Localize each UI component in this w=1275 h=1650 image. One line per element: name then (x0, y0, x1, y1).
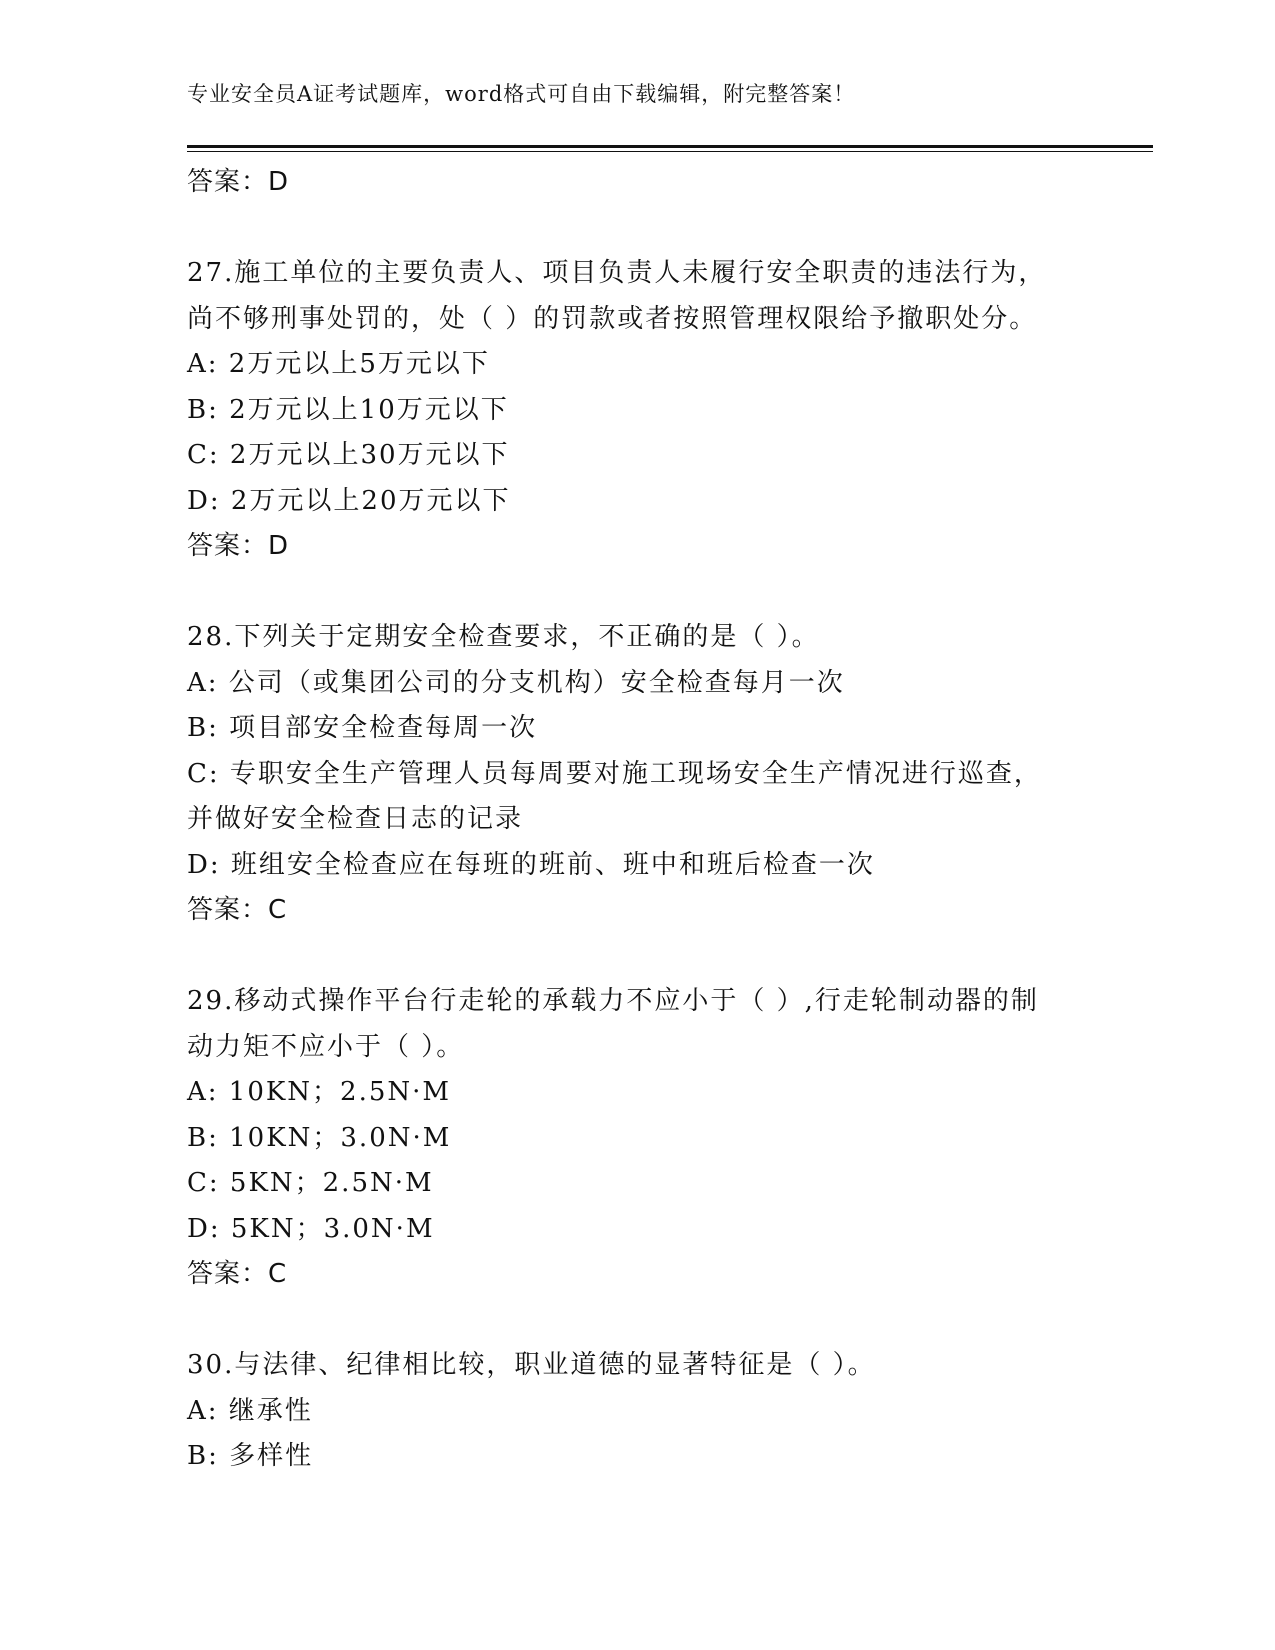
answer-line: 答案：C (187, 895, 288, 925)
option-d: D: 2万元以上20万元以下 (187, 485, 511, 516)
option-b: B: 10KN；3.0N·M (187, 1122, 452, 1153)
option-b: B: 2万元以上10万元以下 (187, 394, 509, 425)
answer-line: 答案：C (187, 1259, 288, 1289)
question-stem-line: 29.移动式操作平台行走轮的承载力不应小于（ ）,行走轮制动器的制 (187, 986, 1039, 1016)
option-a: A: 继承性 (187, 1395, 313, 1426)
spacer (187, 206, 1117, 252)
option-b: B: 多样性 (187, 1441, 314, 1471)
header-rule-thin (187, 151, 1153, 152)
option-b: B: 项目部安全检查每周一次 (187, 713, 538, 743)
option-c-continued: 并做好安全检查日志的记录 (187, 804, 524, 834)
option-a: A: 公司（或集团公司的分支机构）安全检查每月一次 (187, 667, 845, 698)
option-a: A: 2万元以上5万元以下 (187, 349, 490, 379)
question-stem-line: 30.与法律、纪律相比较，职业道德的显著特征是（ ）。 (187, 1350, 876, 1380)
header-rule-thick (187, 145, 1153, 148)
answer-line: 答案：D (187, 167, 290, 197)
answer-line: 答案：D (187, 531, 290, 561)
question-29 (187, 979, 1117, 1298)
question-stem-line: 动力矩不应小于（ ）。 (187, 1031, 465, 1062)
question-stem-line: 27.施工单位的主要负责人、项目负责人未履行安全职责的违法行为， (187, 258, 1047, 288)
option-d: D: 5KN；3.0N·M (187, 1213, 435, 1244)
question-list (187, 160, 1117, 1480)
question-30 (187, 1343, 1117, 1480)
spacer (187, 934, 1117, 980)
option-c: C: 专职安全生产管理人员每周要对施工现场安全生产情况进行巡查， (187, 758, 1042, 789)
option-a: A: 10KN；2.5N·M (187, 1077, 452, 1107)
option-c: C: 5KN；2.5N·M (187, 1168, 434, 1198)
option-c: C: 2万元以上30万元以下 (187, 440, 510, 470)
question-28 (187, 615, 1117, 934)
spacer (187, 570, 1117, 616)
option-d: D: 班组安全检查应在每班的班前、班中和班后检查一次 (187, 849, 875, 880)
spacer (187, 1298, 1117, 1344)
question-27 (187, 251, 1117, 570)
document-header: 专业安全员A证考试题库，word格式可自由下载编辑，附完整答案！ (187, 82, 856, 106)
question-stem-line: 28.下列关于定期安全检查要求，不正确的是（ ）。 (187, 622, 820, 652)
question-stem-line: 尚不够刑事处罚的，处（ ）的罚款或者按照管理权限给予撤职处分。 (187, 303, 1038, 334)
